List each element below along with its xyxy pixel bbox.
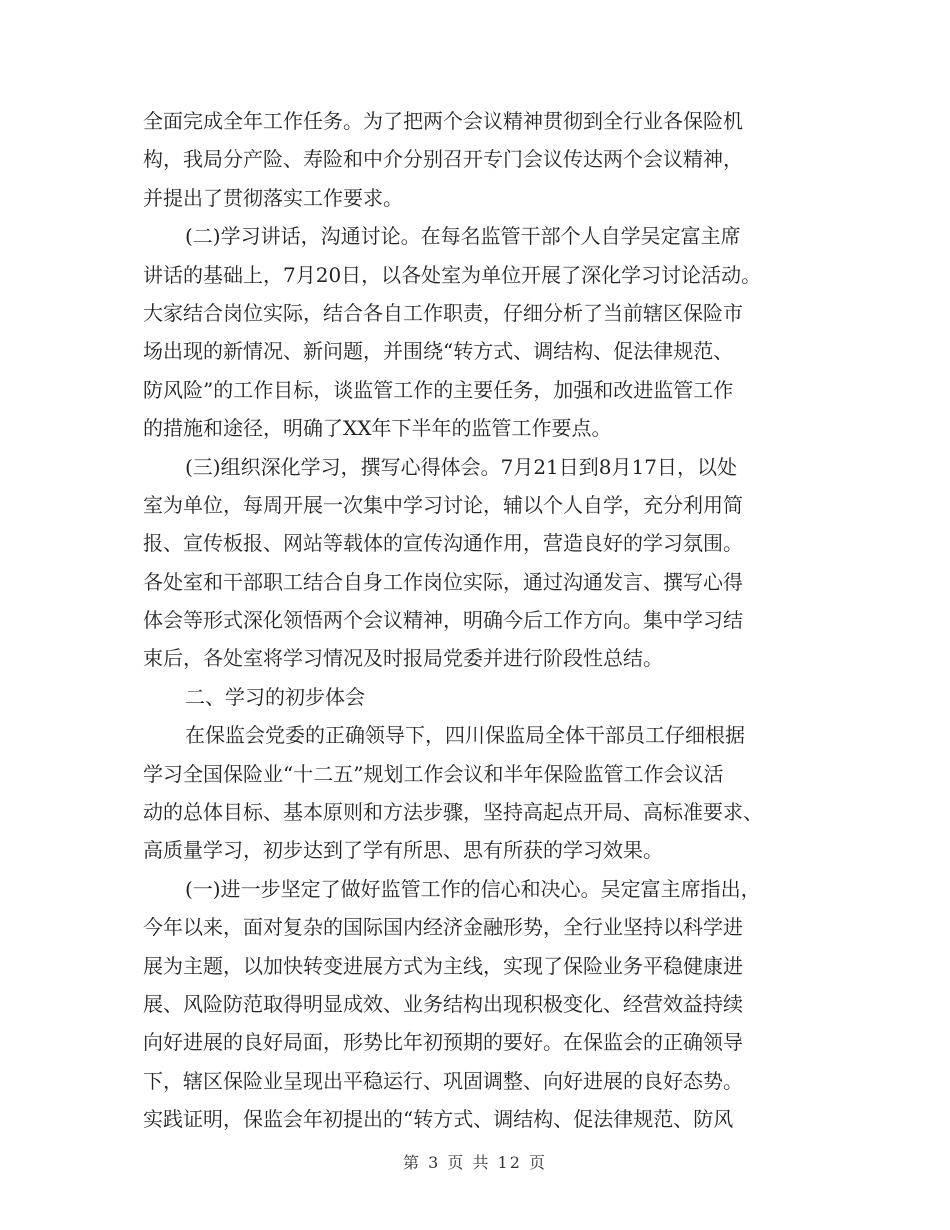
text-line: 高质量学习，初步达到了学有所思、思有所获的学习效果。 [143, 838, 663, 863]
text-line: 下，辖区保险业呈现出平稳运行、巩固调整、向好进展的良好态势。 [143, 1068, 743, 1093]
text-line: 场出现的新情况、新问题，并围绕“转方式、调结构、促法律规范、 [143, 339, 734, 364]
text-line: 体会等形式深化领悟两个会议精神，明确今后工作方向。集中学习结 [143, 608, 743, 633]
text-line: 束后，各处室将学习情况及时报局党委并进行阶段性总结。 [143, 646, 663, 671]
text-line: 报、宣传板报、网站等载体的宣传沟通作用，营造良好的学习氛围。 [143, 531, 743, 556]
text-line: 并提出了贯彻落实工作要求。 [143, 185, 403, 210]
text-line: 室为单位，每周开展一次集中学习讨论，辅以个人自学，充分利用简 [143, 492, 743, 517]
text-line: 防风险”的工作目标，谈监管工作的主要任务，加强和改进监管工作 [143, 377, 734, 402]
text-line: 全面完成全年工作任务。为了把两个会议精神贯彻到全行业各保险机 [143, 109, 743, 133]
text-line: 展为主题，以加快转变进展方式为主线，实现了保险业务平稳健康进 [143, 953, 743, 978]
text-line: 各处室和干部职工结合自身工作岗位实际，通过沟通发言、撰写心得 [143, 569, 743, 594]
text-line: 展、风险防范取得明显成效、业务结构出现积极变化、经营效益持续 [143, 991, 743, 1016]
text-line: (二)学习讲话，沟通讨论。在每名监管干部个人自学吴定富主席 [185, 224, 741, 249]
text-line: 实践证明，保监会年初提出的“转方式、调结构、促法律规范、防风 [143, 1107, 734, 1132]
text-line: 二、学习的初步体会 [185, 684, 365, 709]
document-body [143, 102, 809, 1139]
page-footer: 第 3 页 共 12 页 [403, 1153, 547, 1172]
text-line: 在保监会党委的正确领导下，四川保监局全体干部员工仔细根据 [185, 723, 745, 748]
text-line: 的措施和途径，明确了XX年下半年的监管工作要点。 [143, 416, 612, 441]
text-line: 动的总体目标、基本原则和方法步骤，坚持高起点开局、高标准要求、 [143, 800, 763, 825]
text-line: (一)进一步坚定了做好监管工作的信心和决心。吴定富主席指出， [185, 876, 761, 901]
text-line: 讲话的基础上，7月20日，以各处室为单位开展了深化学习讨论活动。 [143, 262, 762, 287]
text-line: (三)组织深化学习，撰写心得体会。7月21日到8月17日，以处 [185, 454, 737, 479]
text-line: 向好进展的良好局面，形势比年初预期的要好。在保监会的正确领导 [143, 1030, 743, 1055]
text-line: 大家结合岗位实际，结合各自工作职责，仔细分析了当前辖区保险市 [143, 300, 743, 325]
text-line: 学习全国保险业“十二五”规划工作会议和半年保险监管工作会议活 [143, 761, 724, 786]
text-line: 构，我局分产险、寿险和中介分别召开专门会议传达两个会议精神， [143, 147, 743, 172]
text-line: 今年以来，面对复杂的国际国内经济金融形势，全行业坚持以科学进 [143, 915, 743, 940]
